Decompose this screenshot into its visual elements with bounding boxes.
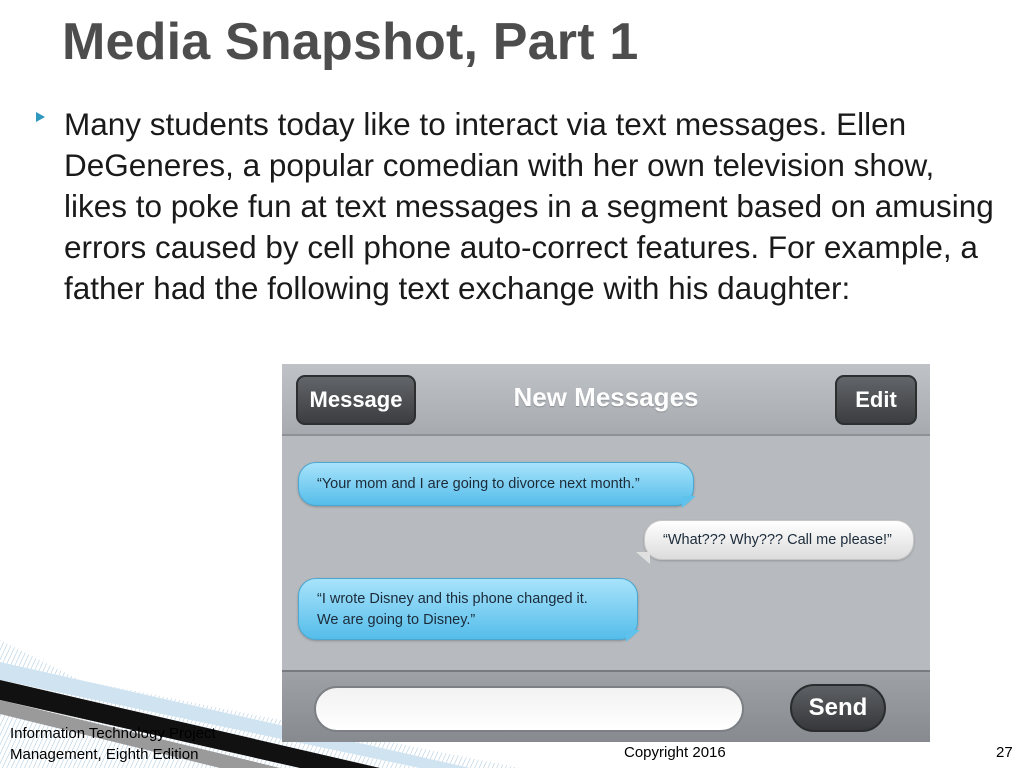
book-title-footer xyxy=(10,723,216,765)
bubble-tail xyxy=(636,552,650,564)
bullet-arrow-icon xyxy=(36,112,45,122)
message-text: “Your mom and I are going to divorce next month.” xyxy=(317,475,640,492)
slide-title: Media Snapshot, Part 1 xyxy=(62,13,639,71)
message-text-line-1: “I wrote Disney and this phone changed it. xyxy=(317,591,588,607)
book-title-line-2: Management, Eighth Edition xyxy=(10,746,199,763)
bubble-tail xyxy=(626,630,640,642)
message-text: “What??? Why??? Call me please!” xyxy=(663,531,892,548)
edit-button[interactable]: Edit xyxy=(835,375,917,425)
new-messages-title: New Messages xyxy=(513,382,699,412)
bullet-text: Many students today like to interact via text messages. Ellen DeGeneres, a popular comedian with her own television show, likes to poke fun at text messages in a segment based on amusing errors caused by cell phone auto-correct features. For example, a father had the following text exchange with his daughter: xyxy=(64,106,994,306)
phone-header xyxy=(282,364,930,436)
message-bubble-outgoing xyxy=(644,520,914,560)
compose-bar xyxy=(282,670,930,742)
message-bubble-incoming xyxy=(298,462,694,506)
bubble-tail xyxy=(682,496,696,508)
message-bubble-incoming xyxy=(298,578,638,640)
message-input[interactable] xyxy=(314,686,744,732)
book-title-line-1: Information Technology Project xyxy=(10,725,216,742)
send-button[interactable]: Send xyxy=(790,684,886,732)
page-number: 27 xyxy=(996,744,1013,761)
message-button[interactable]: Message xyxy=(296,375,416,425)
copyright-footer: Copyright 2016 xyxy=(624,744,726,761)
phone-screen-image xyxy=(282,364,930,742)
conversation-area xyxy=(282,436,930,670)
message-text-line-2: We are going to Disney.” xyxy=(317,612,476,628)
